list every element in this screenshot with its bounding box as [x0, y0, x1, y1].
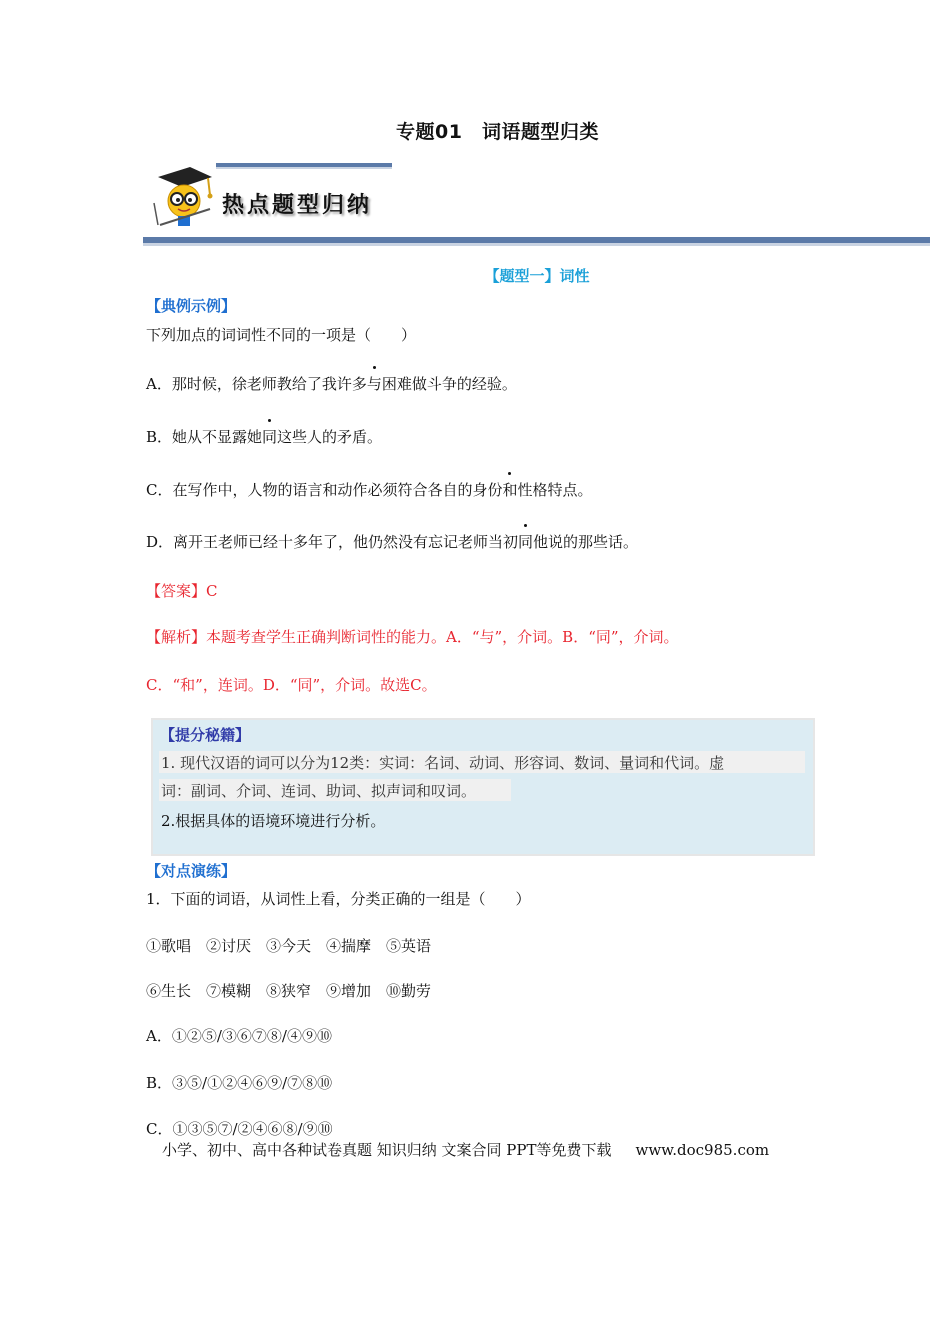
- answer-text: 【答案】C: [146, 582, 218, 600]
- footer-url-link[interactable]: www.doc985.com: [635, 1141, 770, 1159]
- word-list-row-2: ⑥生长 ⑦模糊 ⑧狭窄 ⑨增加 ⑩勤劳: [146, 982, 432, 1000]
- word-list-row-1: ①歌唱 ②讨厌 ③今天 ④揣摩 ⑤英语: [146, 937, 432, 955]
- dotted-word: 和: [502, 481, 518, 499]
- practice-label: 【对点演练】: [146, 862, 237, 880]
- dotted-word: 同: [262, 428, 278, 446]
- option-d: [146, 531, 638, 552]
- tips-line-1: 1. 现代汉语的词可以分为12类：实词：名词、动词、形容词、数词、量词和代词。虚: [161, 754, 725, 772]
- dotted-word: 与: [366, 375, 382, 393]
- option-a: [146, 373, 517, 394]
- practice-question: 1．下面的词语，从词性上看，分类正确的一组是（ ）: [146, 890, 531, 908]
- option-text: B．她从不显露她: [146, 428, 263, 446]
- tips-line-3: 2.根据具体的语境环境进行分析。: [161, 812, 386, 830]
- option-text: 他说的那些话。: [533, 533, 639, 551]
- page-title: 专题01 词语题型归类: [396, 121, 599, 143]
- analysis-line-1: 【解析】本题考查学生正确判断词性的能力。A．“与”，介词。B．“同”，介词。: [146, 628, 679, 646]
- banner-heading: 热点题型归纳: [222, 193, 373, 218]
- footer: [162, 1139, 769, 1160]
- banner-top-shadow: [216, 167, 392, 169]
- banner-bottom-shadow: [143, 243, 930, 246]
- analysis-line-2: C．“和”，连词。D．“同”，介词。故选C。: [146, 676, 437, 694]
- option-text: 这些人的矛盾。: [277, 428, 383, 446]
- example-label: 【典例示例】: [146, 297, 237, 315]
- choice-c: C．①③⑤⑦/②④⑥⑧/⑨⑩: [146, 1120, 333, 1138]
- choice-a: A．①②⑤/③⑥⑦⑧/④⑨⑩: [146, 1027, 332, 1045]
- option-b: [146, 426, 382, 447]
- dotted-word: 同: [518, 533, 534, 551]
- option-c: [146, 479, 593, 500]
- option-text: 困难做斗争的经验。: [381, 375, 517, 393]
- question-text: 下列加点的词词性不同的一项是（ ）: [146, 326, 417, 344]
- tips-line-2: 词：副词、介词、连词、助词、拟声词和叹词。: [161, 782, 477, 800]
- footer-text: 小学、初中、高中各种试卷真题 知识归纳 文案合同 PPT等免费下载: [162, 1141, 612, 1159]
- tips-label: 【提分秘籍】: [160, 726, 251, 744]
- option-text: 性格特点。: [517, 481, 593, 499]
- option-text: D．离开王老师已经十多年了，他仍然没有忘记老师当初: [146, 533, 519, 551]
- section-heading: 【题型一】词性: [484, 267, 590, 285]
- option-text: A．那时候，徐老师教给了我许多: [146, 375, 367, 393]
- graduate-mascot-icon: [150, 163, 220, 233]
- choice-b: B．③⑤/①②④⑥⑨/⑦⑧⑩: [146, 1074, 333, 1092]
- option-text: C．在写作中，人物的语言和动作必须符合各自的身份: [146, 481, 503, 499]
